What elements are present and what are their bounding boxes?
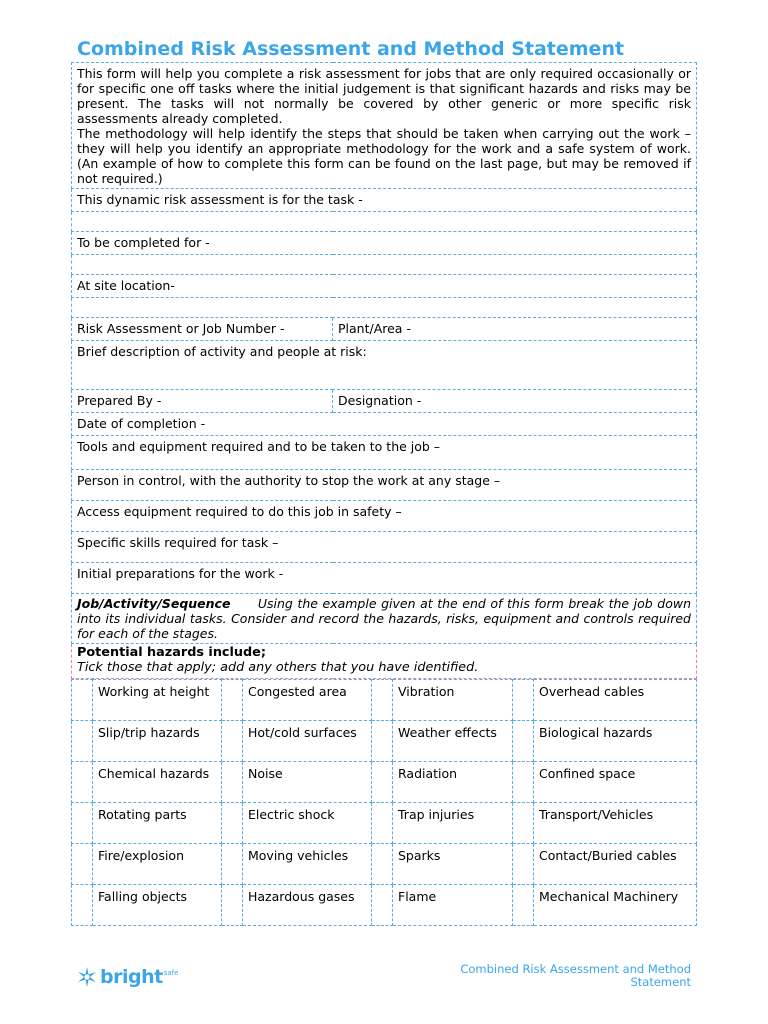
hazard-checkbox[interactable] (72, 721, 93, 762)
skills-field[interactable]: Specific skills required for task – (72, 532, 697, 563)
hazard-label: Biological hazards (534, 721, 697, 762)
description-field[interactable]: Brief description of activity and people at risk: (72, 341, 697, 390)
hazard-label: Hot/cold surfaces (243, 721, 372, 762)
hazard-label: Trap injuries (393, 803, 513, 844)
hazard-label: Mechanical Machinery (534, 885, 697, 926)
hazard-checkbox[interactable] (222, 885, 243, 926)
hazard-row (72, 721, 697, 762)
logo-superscript: safe (163, 969, 179, 977)
date-completion-field[interactable]: Date of completion - (72, 413, 697, 436)
logo-text: bright (100, 966, 163, 988)
hazard-label: Congested area (243, 680, 372, 721)
hazards-instruction: Tick those that apply; add any others that you have identified. (77, 660, 479, 675)
hazard-checkbox[interactable] (513, 762, 534, 803)
hazard-checkbox[interactable] (513, 885, 534, 926)
hazard-label: Fire/explosion (93, 844, 222, 885)
hazard-checkbox[interactable] (372, 844, 393, 885)
hazard-checkbox[interactable] (72, 762, 93, 803)
footer-document-title: Combined Risk Assessment and Method Statement (460, 962, 691, 989)
ra-number-field[interactable]: Risk Assessment or Job Number - (72, 318, 333, 341)
hazard-checkbox[interactable] (222, 762, 243, 803)
hazards-heading: Potential hazards include; (77, 645, 266, 660)
hazard-checkbox[interactable] (222, 721, 243, 762)
hazard-label: Chemical hazards (93, 762, 222, 803)
hazard-row (72, 844, 697, 885)
job-sequence-heading: Job/Activity/Sequence (77, 596, 231, 611)
hazard-label: Noise (243, 762, 372, 803)
hazard-label: Moving vehicles (243, 844, 372, 885)
completed-for-input[interactable] (72, 255, 697, 275)
hazard-checkbox[interactable] (222, 844, 243, 885)
hazard-checkbox[interactable] (372, 885, 393, 926)
hazard-label: Electric shock (243, 803, 372, 844)
hazard-label: Hazardous gases (243, 885, 372, 926)
hazards-grid (71, 679, 697, 926)
person-control-field[interactable]: Person in control, with the authority to stop the work at any stage – (72, 470, 697, 501)
hazard-row (72, 803, 697, 844)
hazard-label: Working at height (93, 680, 222, 721)
hazard-checkbox[interactable] (372, 762, 393, 803)
hazard-label: Radiation (393, 762, 513, 803)
hazard-label: Weather effects (393, 721, 513, 762)
hazard-checkbox[interactable] (513, 680, 534, 721)
hazard-label: Confined space (534, 762, 697, 803)
hazard-label: Slip/trip hazards (93, 721, 222, 762)
hazard-checkbox[interactable] (222, 680, 243, 721)
bright-star-icon (76, 966, 98, 988)
completed-for-label: To be completed for - (72, 232, 697, 255)
preparations-field[interactable]: Initial preparations for the work - (72, 563, 697, 594)
risk-assessment-form (71, 62, 696, 926)
hazard-checkbox[interactable] (72, 844, 93, 885)
page-title: Combined Risk Assessment and Method Statement (77, 38, 625, 60)
brightsafe-logo (76, 966, 178, 988)
hazard-label: Falling objects (93, 885, 222, 926)
tools-field[interactable]: Tools and equipment required and to be taken to the job – (72, 436, 697, 470)
hazard-label: Vibration (393, 680, 513, 721)
site-location-input[interactable] (72, 298, 697, 318)
hazard-checkbox[interactable] (513, 844, 534, 885)
intro-paragraph-1: This form will help you complete a risk assessment for jobs that are only required occasionally or for specific one off tasks where the initial judgement is that significant hazards and risks may be present. The tasks will not normally be covered by other generic or more specific risk assessments already completed. (77, 66, 691, 126)
task-field-input[interactable] (72, 212, 697, 232)
hazard-row (72, 680, 697, 721)
hazard-checkbox[interactable] (372, 721, 393, 762)
hazard-label: Sparks (393, 844, 513, 885)
designation-field[interactable]: Designation - (333, 390, 697, 413)
task-field-label: This dynamic risk assessment is for the task - (72, 189, 697, 212)
hazard-row (72, 762, 697, 803)
hazard-label: Transport/Vehicles (534, 803, 697, 844)
hazards-header (72, 644, 697, 679)
hazard-checkbox[interactable] (372, 803, 393, 844)
prepared-by-field[interactable]: Prepared By - (72, 390, 333, 413)
hazard-checkbox[interactable] (513, 803, 534, 844)
site-location-label: At site location- (72, 275, 697, 298)
hazard-label: Overhead cables (534, 680, 697, 721)
job-sequence-text: Using the example given at the end of this form break the job down into its individual tasks. Consider and record the hazards, risks, equipment and controls required for each of the stages. (77, 596, 692, 641)
hazard-checkbox[interactable] (513, 721, 534, 762)
hazard-checkbox[interactable] (222, 803, 243, 844)
hazard-label: Flame (393, 885, 513, 926)
hazard-checkbox[interactable] (72, 680, 93, 721)
job-sequence-block (72, 594, 697, 644)
intro-text (72, 63, 697, 189)
hazard-checkbox[interactable] (372, 680, 393, 721)
access-equipment-field[interactable]: Access equipment required to do this job in safety – (72, 501, 697, 532)
details-table (71, 62, 697, 679)
hazard-checkbox[interactable] (72, 885, 93, 926)
intro-paragraph-2: The methodology will help identify the steps that should be taken when carrying out the work – they will help you identify an appropriate methodology for the work and a safe system of work. (An example of how to complete this form can be found on the last page, but may be removed if not required.) (77, 126, 691, 186)
hazard-row (72, 885, 697, 926)
hazard-label: Contact/Buried cables (534, 844, 697, 885)
hazard-checkbox[interactable] (72, 803, 93, 844)
plant-area-field[interactable]: Plant/Area - (333, 318, 697, 341)
hazard-label: Rotating parts (93, 803, 222, 844)
